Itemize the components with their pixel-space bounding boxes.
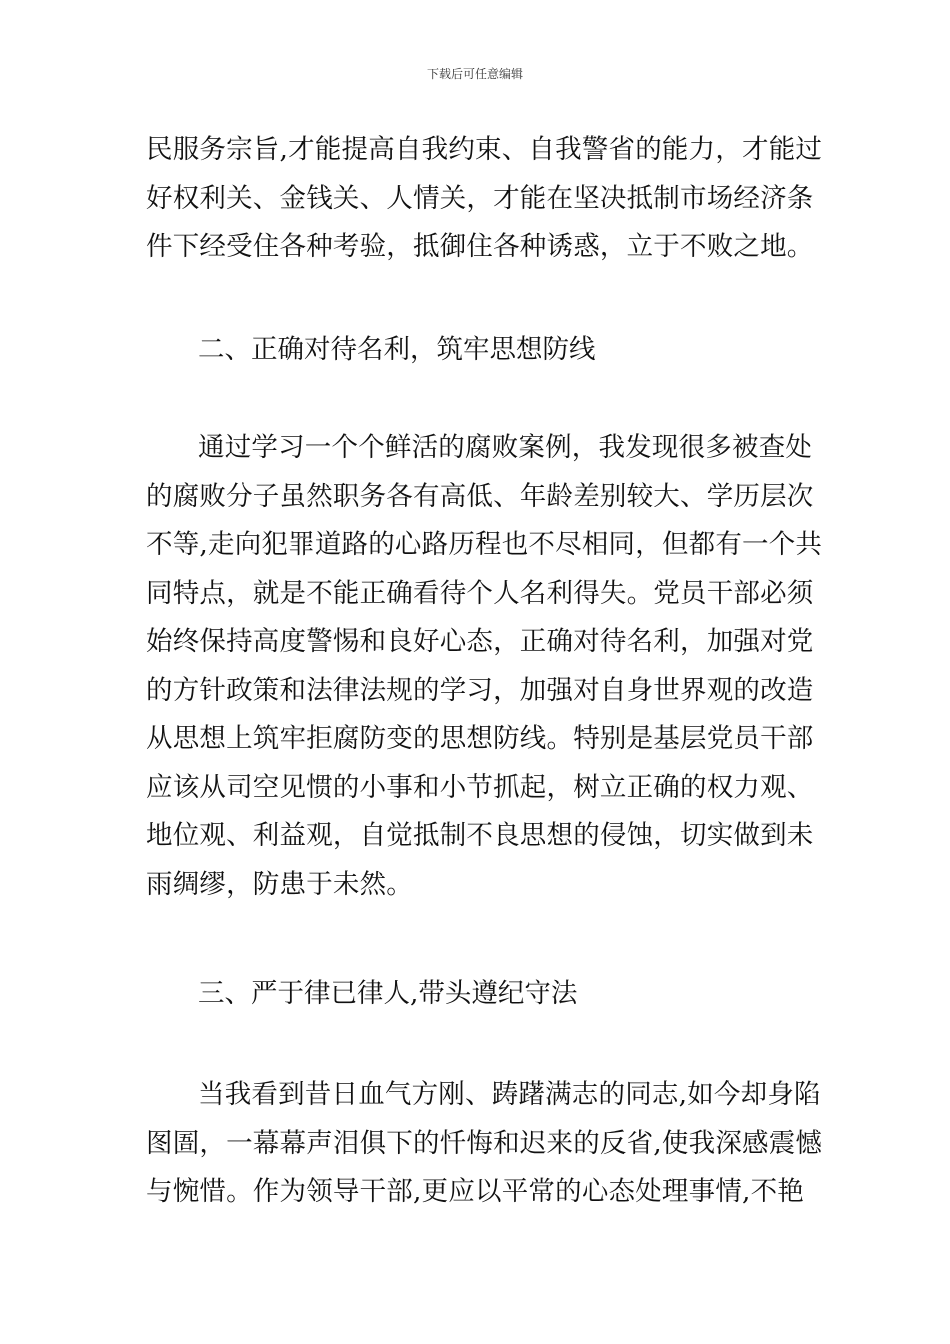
section-heading-3: 三、严于律已律人,带头遵纪守法	[198, 978, 578, 1009]
paragraph-line: 好权利关、金钱关、人情关，才能在坚决抵制市场经济条	[146, 182, 814, 214]
page-header-note: 下载后可任意编辑	[426, 67, 523, 81]
paragraph-2	[146, 424, 823, 909]
paragraph-1	[146, 126, 823, 272]
paragraph-line: 的腐败分子虽然职务各有高低、年龄差别较大、学历层次	[146, 480, 814, 512]
paragraph-line: 与惋惜。作为领导干部,更应以平常的心态处理事情,不艳	[146, 1176, 805, 1207]
section-heading-2: 二、正确对待名利，筑牢思想防线	[198, 334, 596, 365]
paragraph-line: 当我看到昔日血气方刚、踌躇满志的同志,如今却身陷	[198, 1079, 821, 1110]
paragraph-line: 的方针政策和法律法规的学习，加强对自身世界观的改造	[146, 674, 814, 706]
paragraph-line: 同特点，就是不能正确看待个人名利得失。党员干部必须	[146, 577, 814, 609]
paragraph-line: 应该从司空见惯的小事和小节抓起，树立正确的权力观、	[146, 771, 814, 803]
paragraph-line: 件下经受住各种考验，抵御住各种诱惑，立于不败之地。	[146, 231, 814, 262]
paragraph-line: 始终保持高度警惕和良好心态，正确对待名利，加强对党	[146, 626, 814, 657]
paragraph-line: 民服务宗旨,才能提高自我约束、自我警省的能力，才能过	[146, 134, 823, 165]
paragraph-line: 通过学习一个个鲜活的腐败案例，我发现很多被查处	[198, 432, 813, 463]
paragraph-line: 图圄，一幕幕声泪俱下的忏悔和迟来的反省,使我深感震憾	[146, 1127, 823, 1159]
paragraph-line: 从思想上筑牢拒腐防变的思想防线。特别是基层党员干部	[146, 723, 814, 754]
paragraph-line: 不等,走向犯罪道路的心路历程也不尽相同，但都有一个共	[146, 529, 823, 560]
paragraph-line: 雨绸缪，防患于未然。	[146, 868, 413, 900]
paragraph-line: 地位观、利益观，自觉抵制不良思想的侵蚀，切实做到未	[146, 820, 814, 851]
paragraph-3	[146, 1071, 823, 1217]
